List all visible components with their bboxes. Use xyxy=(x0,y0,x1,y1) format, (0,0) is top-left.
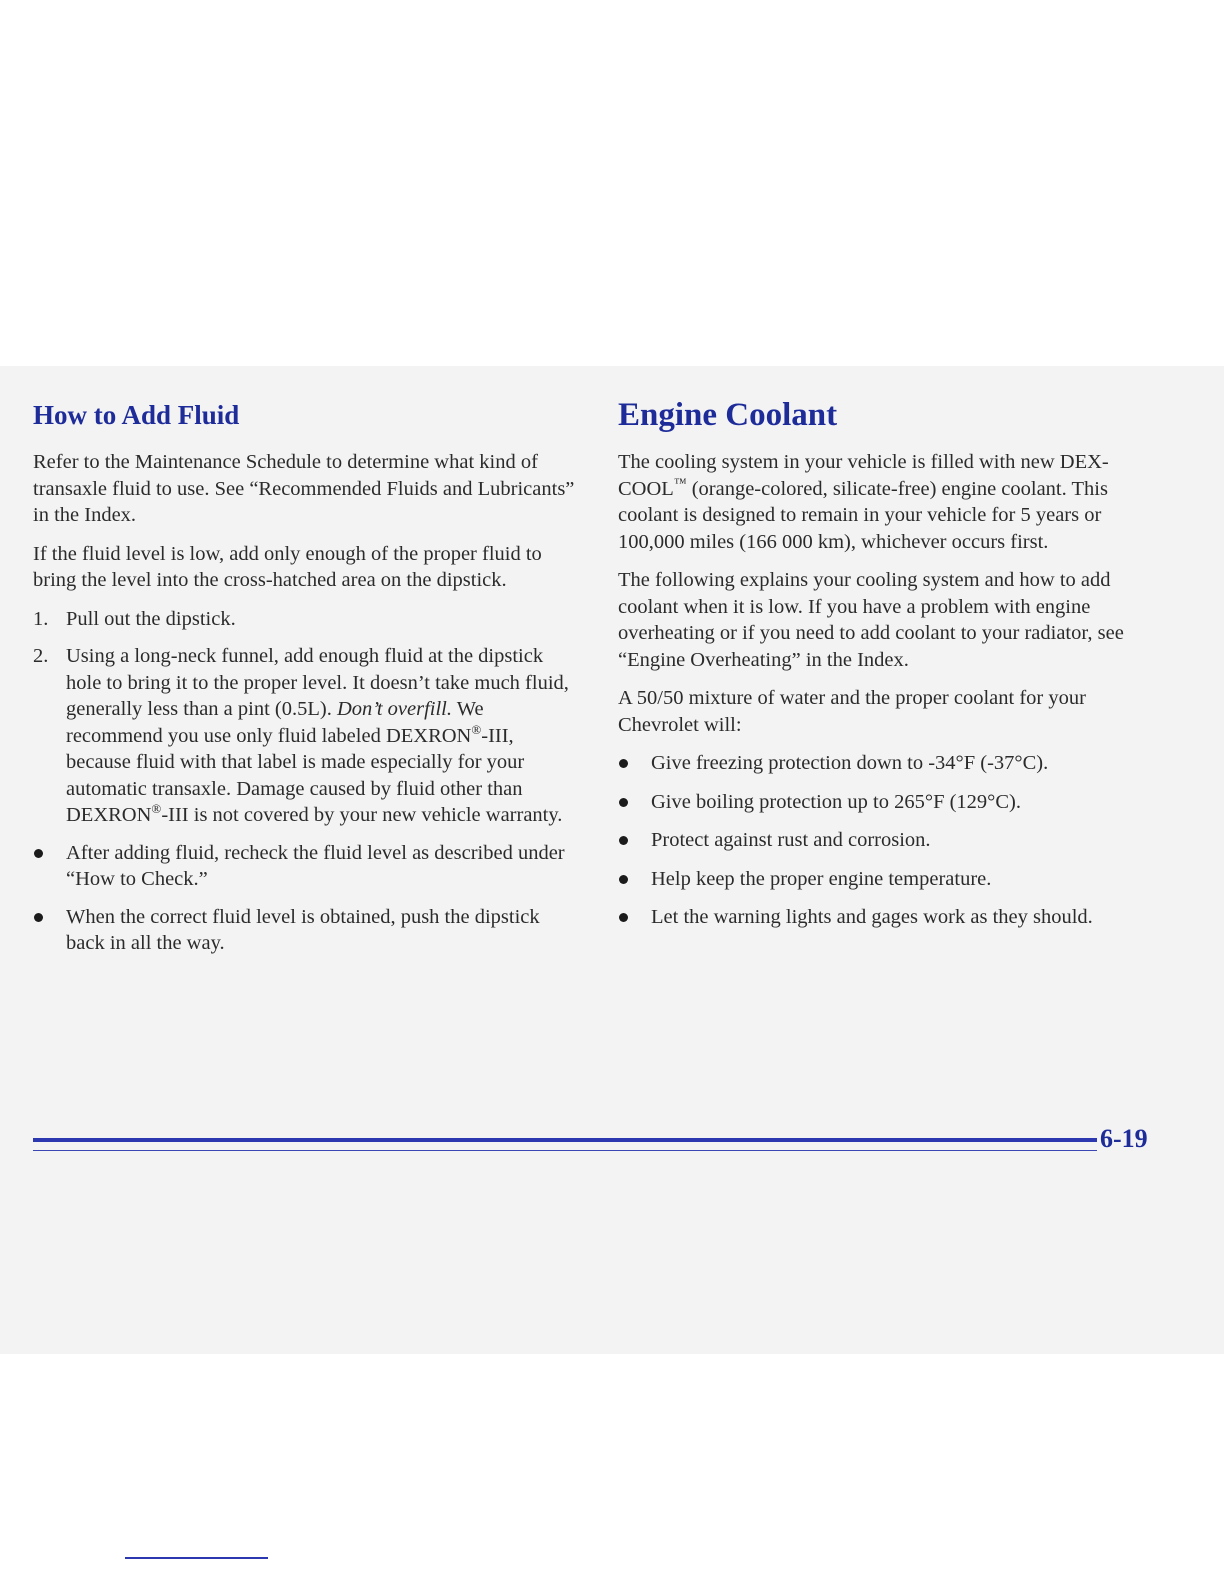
step-text-c: -III, because fluid with that label is made especially for your automatic transaxle. Damage caused by fluid other than DEXRON xyxy=(66,724,525,826)
registered-mark: ® xyxy=(151,801,162,817)
left-column xyxy=(33,395,578,968)
trademark-mark: ™ xyxy=(673,474,687,490)
section-heading-engine-coolant: Engine Coolant xyxy=(618,397,838,433)
bullet-item xyxy=(33,904,578,957)
bullet-text: After adding fluid, recheck the fluid level as described under “How to Check.” xyxy=(66,841,565,890)
step-text-b: We recommend you use only fluid labeled DEXRON xyxy=(66,698,484,747)
bullet-icon xyxy=(34,913,43,922)
step-text-italic: Don’t overfill. xyxy=(336,698,452,720)
bullet-text: Let the warning lights and gages work as they should. xyxy=(651,906,1093,928)
step-text-d: -III is not covered by your new vehicle warranty. xyxy=(161,804,563,826)
bullet-text: Give boiling protection up to 265°F (129°C). xyxy=(651,790,1021,813)
step-2 xyxy=(33,643,578,829)
paragraph-explains: The following explains your cooling system and how to add coolant when it is low. If you have a problem with engine overheating or if you need to add coolant to your radiator, see “Engine Overheating” in the Index. xyxy=(618,569,1124,671)
bullet-item xyxy=(33,840,578,893)
bullet-icon xyxy=(619,875,628,884)
step-1 xyxy=(33,606,578,633)
footer-rule-thick xyxy=(33,1138,1097,1142)
bullet-text: Give freezing protection down to -34°F (-37°C). xyxy=(651,752,1049,774)
page-number: 6-19 xyxy=(1100,1124,1148,1153)
bullet-item xyxy=(618,866,1163,893)
step-text: Pull out the dipstick. xyxy=(66,607,236,630)
bullet-icon xyxy=(34,849,43,858)
step-text-a: Using a long-neck funnel, add enough fluid at the dipstick hole to bring it to the proper level. It doesn’t take much fluid, generally less than a pint (0.5L). xyxy=(66,645,569,720)
bullet-item xyxy=(618,827,1163,854)
step-number: 2. xyxy=(33,645,49,667)
section-heading-add-fluid: How to Add Fluid xyxy=(33,400,240,430)
bottom-divider xyxy=(125,1557,268,1559)
paragraph-cooling-system xyxy=(618,449,1163,555)
bullet-icon xyxy=(619,759,628,768)
footer-rule-thin xyxy=(33,1150,1097,1151)
p1-text-a: The cooling system in your vehicle is filled with new DEX-COOL xyxy=(618,451,1109,500)
bullet-text: When the correct fluid level is obtained, push the dipstick back in all the way. xyxy=(66,905,540,954)
bullet-text: Help keep the proper engine temperature. xyxy=(651,867,992,890)
bullet-icon xyxy=(619,798,628,807)
registered-mark: ® xyxy=(471,721,482,737)
paragraph-mixture: A 50/50 mixture of water and the proper coolant for your Chevrolet will: xyxy=(618,687,1086,736)
p1-text-b: (orange-colored, silicate-free) engine coolant. This coolant is designed to remain in your vehicle for 5 years or 100,000 miles (166 000 km), whichever occurs first. xyxy=(618,477,1108,553)
paragraph-maintenance: Refer to the Maintenance Schedule to determine what kind of transaxle fluid to use. See “Recommended Fluids and Lubricants” in the Index. xyxy=(33,451,575,526)
bullet-item xyxy=(618,789,1163,816)
right-column xyxy=(618,395,1163,943)
bullet-item xyxy=(618,750,1163,777)
bullet-icon xyxy=(619,836,628,845)
bullet-text: Protect against rust and corrosion. xyxy=(651,829,931,851)
step-number: 1. xyxy=(33,607,49,630)
bullet-item xyxy=(618,904,1163,931)
bullet-icon xyxy=(619,913,628,922)
paragraph-fluid-low: If the fluid level is low, add only enough of the proper fluid to bring the level into the cross-hatched area on the dipstick. xyxy=(33,542,542,591)
